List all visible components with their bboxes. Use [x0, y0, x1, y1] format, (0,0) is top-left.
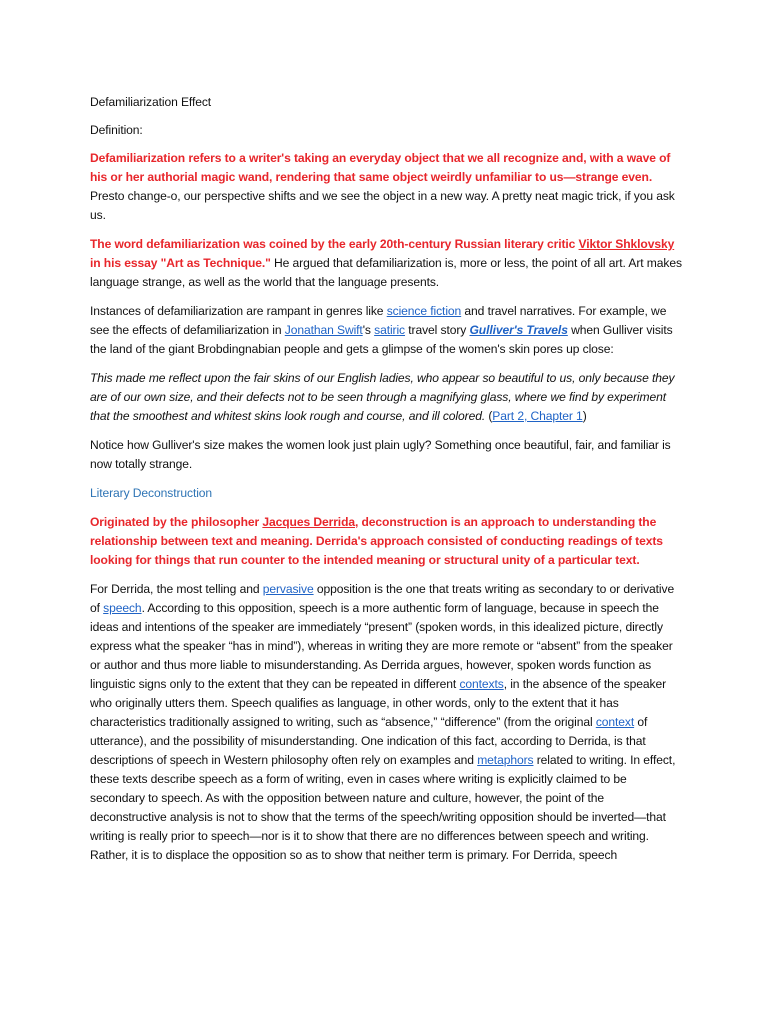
derrida-highlight-2: , deconstruction is an approach to understanding the relationship between text and meaning. Derrida's approach consisted of conducting readings of texts looking for things that run counter to the intended meaning or structural unity of a particular text.	[90, 515, 663, 567]
paragraph-notice: Notice how Gulliver's size makes the women look just plain ugly? Something once beautiful, fair, and familiar is now totally strange.	[90, 438, 671, 471]
link-part-2-chapter-1[interactable]: Part 2, Chapter 1	[492, 409, 583, 423]
link-context[interactable]: context	[595, 715, 635, 729]
quote-paren-open: (	[485, 409, 493, 423]
block-quote	[90, 369, 682, 426]
link-jacques-derrida[interactable]: Jacques Derrida	[262, 515, 355, 529]
document-title: Defamiliarization Effect	[90, 95, 212, 109]
paragraph-instances	[90, 302, 682, 359]
speech-text-3: . According to this opposition, speech is a more authentic form of language, because in speech the ideas and intentions of the speaker are immediately “present” (spoken words, in this idealized picture, directly express what the speaker “has in mind”), whereas in writing they are more remote or “absent” from the speaker or author and thus more liable to misunderstanding. As Derrida argues, however, spoken words function as linguistic signs only to the extent that they can be repeated in different	[90, 601, 673, 691]
link-satiric[interactable]: satiric	[374, 323, 406, 337]
definition-label: Definition:	[90, 123, 143, 137]
instances-text-5: when Gulliver visits the land of the giant Brobdingnabian people and gets a glimpse of the women's skin pores up close:	[90, 323, 673, 356]
speech-text-4: , in the absence of the speaker who originally utters them. Speech qualifies as language, in other words, only to the extent that it has characteristics traditionally assigned to writing, such as “absence,” “difference” (from the original	[90, 677, 666, 729]
quote-paren-close: )	[582, 409, 587, 423]
paragraph-speech-writing	[90, 580, 682, 865]
link-pervasive[interactable]: pervasive	[262, 582, 314, 596]
paragraph-derrida-intro	[90, 513, 682, 570]
link-speech[interactable]: speech	[103, 601, 142, 615]
link-contexts[interactable]: contexts	[459, 677, 504, 691]
paragraph-origin	[90, 235, 682, 292]
link-metaphors[interactable]: metaphors	[477, 753, 534, 767]
paragraph-definition	[90, 149, 682, 225]
speech-text-2: opposition is the one that treats writing as secondary to or derivative of	[90, 582, 675, 615]
link-science-fiction[interactable]: science fiction	[386, 304, 462, 318]
speech-text-1: For Derrida, the most telling and	[90, 582, 263, 596]
quote-text: This made me reflect upon the fair skins of our English ladies, who appear so beautiful to us, only because they are of our own size, and their defects not to be seen through a magnifying glass, where we find by experiment that the smoothest and whitest skins look rough and course, and ill colored.	[90, 371, 675, 423]
instances-text-3: 's	[362, 323, 375, 337]
definition-highlight: Defamiliarization refers to a writer's taking an everyday object that we all recognize and, with a wave of his or her authorial magic wand, rendering that same object weirdly unfamiliar to us—strange even.	[90, 151, 671, 184]
link-viktor-shklovsky[interactable]: Viktor Shklovsky	[578, 237, 675, 251]
section-heading-deconstruction: Literary Deconstruction	[90, 486, 213, 500]
origin-highlight-2: in his essay "Art as Technique."	[90, 256, 271, 270]
origin-rest: He argued that defamiliarization is, more or less, the point of all art. Art makes language strange, as well as the world that the language presents.	[90, 256, 682, 289]
instances-text-2: and travel narratives. For example, we see the effects of defamiliarization in	[90, 304, 667, 337]
origin-highlight-1: The word defamiliarization was coined by the early 20th-century Russian literary critic	[90, 237, 579, 251]
speech-text-6: related to writing. In effect, these texts describe speech as a form of writing, even in cases where writing is explicitly claimed to be secondary to speech. As with the opposition between nature and culture, however, the point of the deconstructive analysis is not to show that the terms of the speech/writing opposition should be inverted—that writing is really prior to speech—nor is it to show that there are no differences between speech and writing. Rather, it is to displace the opposition so as to show that neither term is primary. For Derrida, speech	[90, 753, 676, 862]
instances-text-1: Instances of defamiliarization are rampant in genres like	[90, 304, 387, 318]
link-jonathan-swift[interactable]: Jonathan Swift	[284, 323, 363, 337]
instances-text-4: travel story	[405, 323, 470, 337]
document-body	[90, 93, 682, 875]
link-gullivers-travels[interactable]: Gulliver's Travels	[469, 323, 568, 337]
definition-rest: Presto change-o, our perspective shifts and we see the object in a new way. A pretty neat magic trick, if you ask us.	[90, 189, 675, 222]
derrida-highlight-1: Originated by the philosopher	[90, 515, 263, 529]
speech-text-5: of utterance), and the possibility of misunderstanding. One indication of this fact, according to Derrida, is that descriptions of speech in Western philosophy often rely on examples and	[90, 715, 648, 767]
